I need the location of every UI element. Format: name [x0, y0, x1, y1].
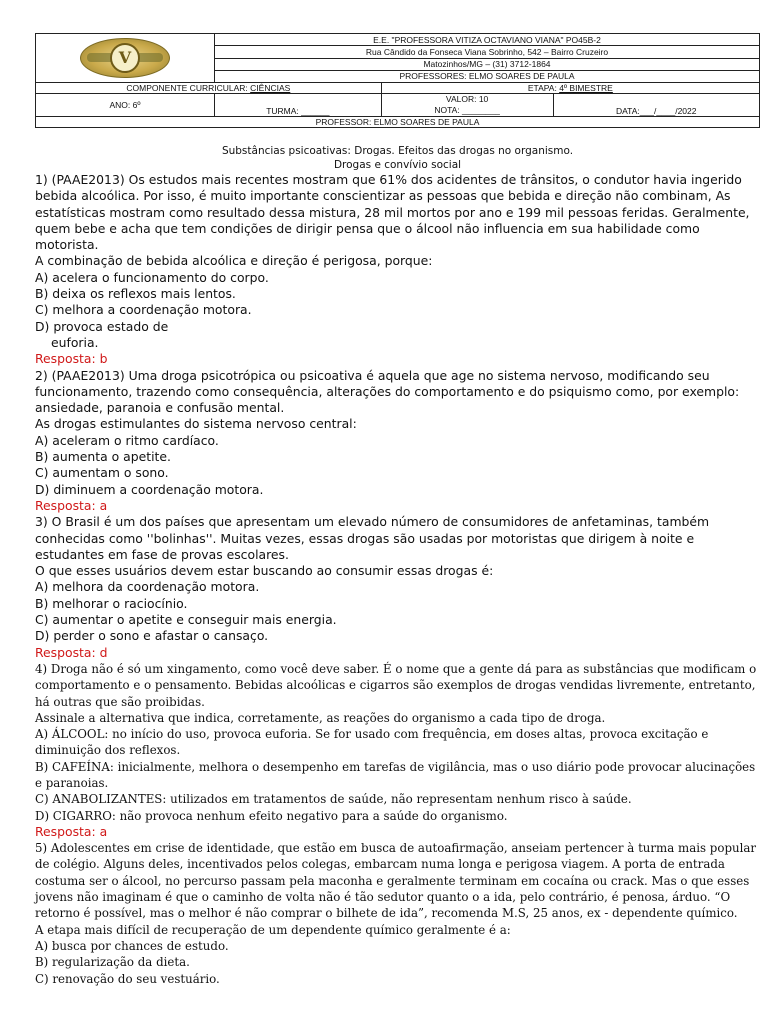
- etapa: ETAPA: 4º BIMESTRE: [381, 83, 759, 94]
- question-1-option-a: A) acelera o funcionamento do corpo.: [35, 269, 269, 285]
- question-1-option-d: D) provoca estado de: [35, 318, 169, 334]
- question-4-option-a: A) ÁLCOOL: no início do uso, provoca euforia. Se for usado com frequência, em doses altas, provoca excitação e diminuição dos reflexos.: [35, 727, 709, 758]
- ano-field: ANO: 6º: [36, 94, 215, 117]
- question-4-prompt: Assinale a alternativa que indica, corretamente, as reações do organismo a cada tipo de droga.: [35, 710, 606, 725]
- question-1-answer: Resposta: b: [35, 351, 108, 367]
- question-4-option-b: B) CAFEÍNA: inicialmente, melhora o desempenho em tarefas de vigilância, mas o uso diário pode provocar alucinações e paranoias.: [35, 759, 756, 790]
- question-3-answer: Resposta: d: [35, 644, 108, 660]
- question-2-option-d: D) diminuem a coordenação motora.: [35, 481, 264, 497]
- logo-cell: [36, 34, 215, 83]
- question-4-option-d: D) CIGARRO: não provoca nenhum efeito negativo para a saúde do organismo.: [35, 808, 508, 823]
- question-2-text: 2) (PAAE2013) Uma droga psicotrópica ou psicoativa é aquela que age no sistema nervoso, modificando seu funcionamento, trazendo como consequência, alterações do comportamento e do psiquismo como, por exemplo: ansiedade, paranoia e confusão mental.: [35, 367, 740, 416]
- question-5-option-a: A) busca por chances de estudo.: [35, 938, 229, 953]
- question-3-prompt: O que esses usuários devem estar buscando ao consumir essas drogas é:: [35, 563, 494, 579]
- question-1-prompt: A combinação de bebida alcoólica e direção é perigosa, porque:: [35, 253, 433, 269]
- question-1-option-d-cont: euforia.: [51, 334, 99, 350]
- question-3-option-a: A) melhora da coordenação motora.: [35, 579, 260, 595]
- professor-line: PROFESSOR: ELMO SOARES DE PAULA: [36, 117, 760, 128]
- question-5: [35, 840, 760, 987]
- question-1-option-b: B) deixa os reflexos mais lentos.: [35, 286, 236, 302]
- valor-nota-field: [381, 94, 553, 117]
- question-5-option-c: C) renovação do seu vestuário.: [35, 971, 220, 986]
- professors-line: PROFESSORES: ELMO SOARES DE PAULA: [215, 70, 760, 82]
- question-2-option-c: C) aumentam o sono.: [35, 465, 169, 481]
- component-value: CIÊNCIAS: [250, 83, 291, 93]
- question-3-option-b: B) melhorar o raciocínio.: [35, 595, 188, 611]
- school-address: Rua Cândido da Fonseca Viana Sobrinho, 542 – Bairro Cruzeiro: [215, 46, 760, 58]
- question-2-answer: Resposta: a: [35, 497, 108, 513]
- logo-letter: V: [110, 43, 140, 73]
- question-3: [35, 514, 760, 661]
- data-field: DATA:___/____/2022: [553, 94, 759, 117]
- question-3-text: 3) O Brasil é um dos países que apresentam um elevado número de consumidores de anfetaminas, também conhecidas como ''bolinhas''. Muitas vezes, essas drogas são usadas por motoristas que dirigem à noite e estudantes em fase de provas escolares.: [35, 514, 710, 562]
- question-2: [35, 368, 760, 515]
- curricular-component: COMPONENTE CURRICULAR: CIÊNCIAS: [36, 83, 382, 94]
- nota: NOTA: ________: [434, 105, 500, 115]
- question-2-prompt: As drogas estimulantes do sistema nervoso central:: [35, 416, 357, 432]
- question-2-option-b: B) aumenta o apetite.: [35, 449, 171, 465]
- valor: VALOR: 10: [445, 94, 489, 104]
- question-4-option-c: C) ANABOLIZANTES: utilizados em tratamentos de saúde, não representam nenhum risco à saúde.: [35, 792, 632, 807]
- turma-field: TURMA: ______: [215, 94, 382, 117]
- title-line-1: Substâncias psicoativas: Drogas. Efeitos das drogas no organismo.: [221, 145, 574, 157]
- question-4-text: 4) Droga não é só um xingamento, como você deve saber. É o nome que a gente dá para as substâncias que modificam o comportamento e o pensamento. Bebidas alcoólicas e cigarros são exemplos de drogas vendidas livremente, entretanto, há outras que são proibidas.: [35, 661, 757, 709]
- school-logo: [80, 38, 170, 78]
- title-line-2: Drogas e convívio social: [333, 159, 462, 171]
- question-3-option-c: C) aumentar o apetite e conseguir mais energia.: [35, 612, 337, 628]
- question-2-option-a: A) aceleram o ritmo cardíaco.: [35, 432, 219, 448]
- question-5-text: 5) Adolescentes em crise de identidade, que estão em busca de autoafirmação, anseiam pertencer à turma mais popular de colégio. Alguns deles, incentivados pelos colegas, embarcam numa longa e perigosa viagem. A porta de entrada costuma ser o álcool, no percurso passam pela maconha e geralmente terminam em cocaína ou crack. Mas o que esses jovens não imaginam é que o caminho de volta não é tão sedutor quanto o a ida, pelo contrário, é penosa, árduo. “O retorno é possível, mas o melhor é não comprar o bilhete de ida”, recomenda M.S, 25 anos, ex - dependente químico.: [35, 841, 757, 921]
- question-1-text: 1) (PAAE2013) Os estudos mais recentes mostram que 61% dos acidentes de trânsitos, o condutor havia ingerido bebida alcoólica. Por isso, é muito importante conscientizar as pessoas que bebida e direção não combinam, As estatísticas mostram como resultado dessa mistura, 28 mil mortos por ano e 199 mil pessoas feridas. Geralmente, quem bebe e acha que tem condições de dirigir pensa que o álcool não influencia em sua habilidade como motorista.: [35, 172, 750, 253]
- question-5-option-b: B) regularização da dieta.: [35, 955, 190, 970]
- question-5-prompt: A etapa mais difícil de recuperação de um dependente químico geralmente é a:: [35, 922, 511, 937]
- school-city-phone: Matozinhos/MG – (31) 3712-1864: [215, 58, 760, 70]
- question-4: [35, 661, 760, 840]
- question-3-option-d: D) perder o sono e afastar o cansaço.: [35, 628, 269, 644]
- question-1-option-c: C) melhora a coordenação motora.: [35, 302, 252, 318]
- question-1: [35, 172, 760, 368]
- etapa-value: 4º BIMESTRE: [559, 83, 613, 93]
- exam-content: [35, 144, 760, 987]
- header-table: [35, 33, 760, 128]
- question-4-answer: Resposta: a: [35, 823, 108, 839]
- school-name: E.E. "PROFESSORA VITIZA OCTAVIANO VIANA" PO45B-2: [215, 34, 760, 46]
